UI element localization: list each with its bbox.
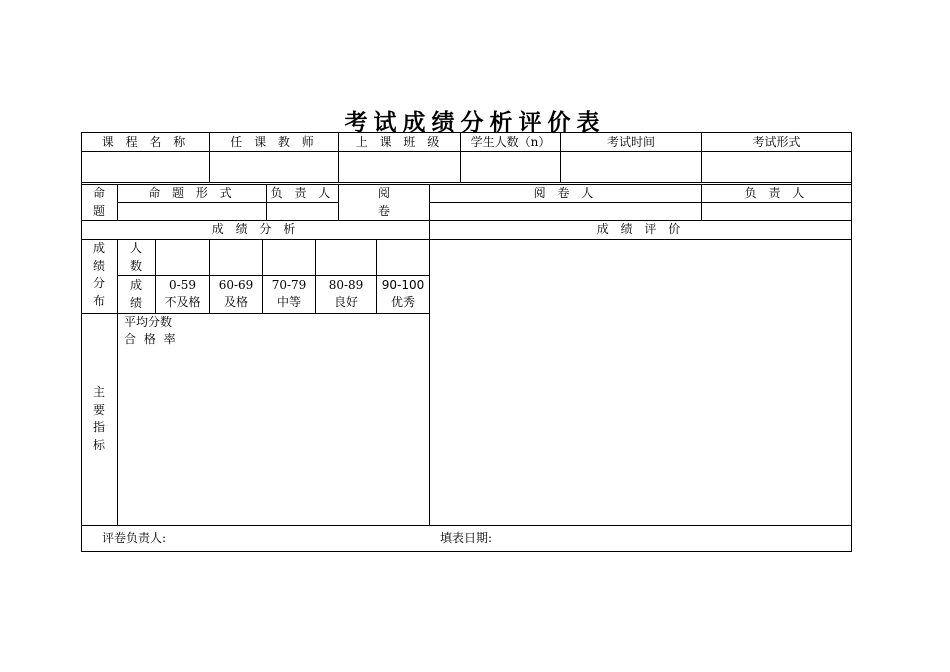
rule — [82, 151, 851, 152]
score-analysis-header: 成 绩 分 析 — [211, 222, 300, 236]
course-name-header: 课 程 名 称 — [101, 135, 190, 149]
page-title: 考试成绩分析评价表 — [344, 110, 606, 136]
count-label: 人 数 — [129, 241, 142, 273]
proposition-person-header: 负 责 人 — [270, 186, 335, 200]
proposition-side-label: 命 题 — [92, 186, 105, 218]
band-range: 70-79 — [271, 278, 307, 292]
band-range: 0-59 — [169, 278, 196, 292]
band-grade: 优秀 — [390, 295, 415, 309]
band-grade: 不及格 — [164, 295, 201, 309]
indicators-side-label: 主 要 指 标 — [92, 385, 105, 452]
student-count-header: 学生人数（n） — [470, 135, 551, 149]
rule — [82, 239, 851, 240]
band-cell — [156, 277, 209, 311]
band-range: 80-89 — [328, 278, 364, 292]
rule — [82, 525, 851, 526]
rule — [429, 202, 851, 203]
band-grade: 良好 — [333, 295, 358, 309]
teacher-header: 任 课 教 师 — [230, 135, 318, 149]
band-cell — [210, 277, 262, 311]
exam-format-header: 考试形式 — [752, 135, 801, 149]
average-score-label: 平均分数 — [124, 315, 173, 329]
rule — [117, 239, 118, 525]
grader-header: 阅 卷 人 — [533, 186, 598, 200]
rule — [82, 182, 851, 183]
band-cell — [377, 277, 429, 311]
score-label: 成 绩 — [129, 278, 142, 310]
rule — [117, 275, 429, 276]
band-cell — [316, 277, 376, 311]
rule — [117, 202, 338, 203]
grader-in-charge-header: 负 责 人 — [744, 186, 809, 200]
band-range: 60-69 — [218, 278, 254, 292]
class-header: 上 课 班 级 — [355, 135, 444, 149]
band-grade: 及格 — [223, 295, 248, 309]
score-evaluation-header: 成 绩 评 价 — [596, 222, 685, 236]
band-grade: 中等 — [276, 295, 301, 309]
grading-side-label: 阅 卷 — [377, 186, 390, 218]
evaluation-form-table — [81, 132, 852, 552]
proposition-form-header: 命 题 形 式 — [148, 186, 236, 200]
band-range: 90-100 — [381, 278, 425, 292]
reviewer-label: 评卷负责人: — [102, 531, 167, 545]
pass-rate-label: 合 格 率 — [124, 332, 178, 346]
rule — [338, 185, 339, 221]
distribution-side-label: 成 绩 分 布 — [92, 241, 105, 308]
exam-time-header: 考试时间 — [606, 135, 655, 149]
fill-date-label: 填表日期: — [440, 531, 493, 545]
band-cell — [263, 277, 315, 311]
